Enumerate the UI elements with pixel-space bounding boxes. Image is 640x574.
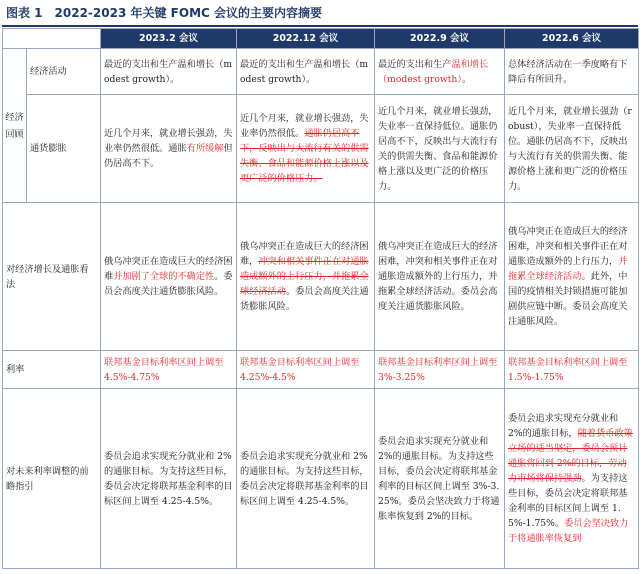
cell (237, 351, 375, 389)
cell-text: 近几个月来，就业增长强劲，失业率仍然很低。通胀 (104, 128, 233, 154)
highlighted-text: 联邦基金目标利率区间上调至 1.5%-1.75% (508, 356, 628, 383)
cell (101, 203, 237, 351)
header-2022-6: 2022.6 会议 (505, 29, 639, 49)
cell-text: 委员会追求实现充分就业和 2%的通胀目标， (508, 413, 619, 439)
cell-text: 。此外，中国的疫情相关封锁措施可能加剧供应链中断。委员会高度关注通胀风险。 (508, 271, 628, 327)
cell-text: 委员会追求实现充分就业和 2%的通胀目标。为支持这些目标，委员会决定将联邦基金利率的目标区间上调至 4.25-4.5%。 (104, 450, 233, 507)
cell-text: 近几个月来，就业增长强劲，失业率一直保持低位。通胀仍居高不下，反映出与大流行有关的供需失衡、食品和能源价格上涨以及更广泛的价格压力。 (378, 105, 498, 192)
cell (375, 95, 505, 203)
cell-text: 最近的支出和生产温和增长（modest growth）。 (104, 58, 233, 85)
cell-text: 俄乌冲突正在造成巨大的经济困难 (104, 256, 233, 282)
header-2023-2: 2023.2 会议 (101, 29, 237, 49)
row-inflation (3, 95, 639, 203)
cell (101, 95, 237, 203)
row-label-rate: 利率 (3, 351, 101, 389)
row-label-inflation: 通货膨胀 (27, 95, 101, 203)
title-rule (2, 25, 638, 27)
figure-label: 图表 1 (6, 6, 43, 20)
cell (101, 351, 237, 389)
cell (237, 389, 375, 569)
cell-text: 俄乌冲突正在造成巨大的经济困难，冲突和相关事件正在对通胀造成额外的上行压力， (508, 226, 628, 267)
highlighted-text: 联邦基金目标利率区间上调至 4.25%-4.5% (240, 356, 360, 383)
highlighted-text: 并拖累全球经济活动 (508, 256, 628, 282)
cell-text: 总体经济活动在一季度略有下降后有所回升。 (508, 58, 628, 85)
cell (505, 95, 639, 203)
deleted-text: 通胀仍居高不下，反映出与大流行有关的供需失衡、食品和能源价格上涨以及更广泛的价格压力。 (240, 128, 369, 184)
cell-text: 最近的支出和生产 (378, 58, 452, 70)
highlighted-text: 有所缓解 (186, 143, 224, 154)
row-guidance (3, 389, 639, 569)
group-review: 经济回顾 (3, 49, 27, 203)
cell-text: 委员会追求实现充分就业和 2%的通胀目标。为支持这些目标，委员会决定将联邦基金利率的目标区间上调至 4.25-4.5%。 (240, 450, 369, 507)
cell (375, 389, 505, 569)
figure-title-text: 2022-2023 年关键 FOMC 会议的主要内容摘要 (54, 6, 322, 20)
cell (505, 351, 639, 389)
cell-text: 。 (461, 73, 472, 85)
highlighted-text: 温和增长（modest growth） (378, 58, 489, 85)
cell-text: 最近的支出和生产温和增长（modest growth）。 (240, 58, 369, 85)
highlighted-text: 委员会坚决致力于将通胀率恢复到 (508, 518, 629, 544)
cell (101, 49, 237, 95)
cell-text: 。委员会高度关注通货膨胀风险。 (104, 271, 233, 297)
highlighted-text: 联邦基金目标利率区间上调至 4.5%-4.75% (104, 356, 224, 383)
cell (505, 203, 639, 351)
cell (237, 95, 375, 203)
header-row (3, 29, 639, 49)
cell-text: 近几个月来，就业增长强劲（robust），失业率一直保持低位。通胀仍居高不下，反映出与大流行有关的供需失衡、能源价格上涨和更广泛的价格压力。 (508, 105, 632, 192)
row-rate (3, 351, 639, 389)
cell (505, 389, 639, 569)
cell-text: 。委员会高度关注通货膨胀风险。 (240, 286, 369, 312)
cell (375, 351, 505, 389)
fomc-summary-table (2, 28, 639, 569)
deleted-text: 冲突和相关事件正在对通胀造成额外的上行压力，并拖累全球经济活动 (240, 256, 369, 297)
highlighted-text: 并加剧了全球的不确定性 (113, 271, 215, 282)
header-corner (3, 29, 101, 49)
deleted-text: 随着货币政策立场的适当坚定，委员会预计通胀将回到 2%的目标，劳动力市场将保持强劲 (508, 428, 633, 484)
cell (237, 49, 375, 95)
row-econ-activity (3, 49, 639, 95)
cell (375, 49, 505, 95)
figure-title (6, 4, 322, 22)
cell-text: 俄乌冲突正在造成巨大的经济困难，冲突和相关事件正在对通胀造成额外的上行压力，并拖累全球经济活动。委员会高度关注通货膨胀风险。 (378, 241, 498, 312)
row-label-guidance: 对未来利率调整的前瞻指引 (3, 389, 101, 569)
cell-text: 。为支持这些目标，委员会决定将联邦基金利率的目标区间上调至 1.5%-1.75%。 (508, 473, 628, 529)
row-outlook (3, 203, 639, 351)
row-label-econ-activity: 经济活动 (27, 49, 101, 95)
cell-text: 俄乌冲突正在造成巨大的经济困难， (240, 241, 369, 267)
cell (375, 203, 505, 351)
cell-text: 委员会追求实现充分就业和 2%的通胀目标。为支持这些目标，委员会决定将联邦基金利率的目标区间上调至 3%-3.25%。委员会坚决致力于将通胀率恢复到 2%的目标。 (378, 435, 500, 522)
cell (101, 389, 237, 569)
header-2022-12: 2022.12 会议 (237, 29, 375, 49)
cell (237, 203, 375, 351)
cell-text: 但仍居高不下。 (104, 143, 233, 169)
cell-text: 近几个月来，就业增长强劲，失业率仍然很低。 (240, 113, 369, 139)
cell (505, 49, 639, 95)
row-label-outlook: 对经济增长及通胀看法 (3, 203, 101, 351)
highlighted-text: 联邦基金目标利率区间上调至 3%-3.25% (378, 356, 498, 383)
header-2022-9: 2022.9 会议 (375, 29, 505, 49)
